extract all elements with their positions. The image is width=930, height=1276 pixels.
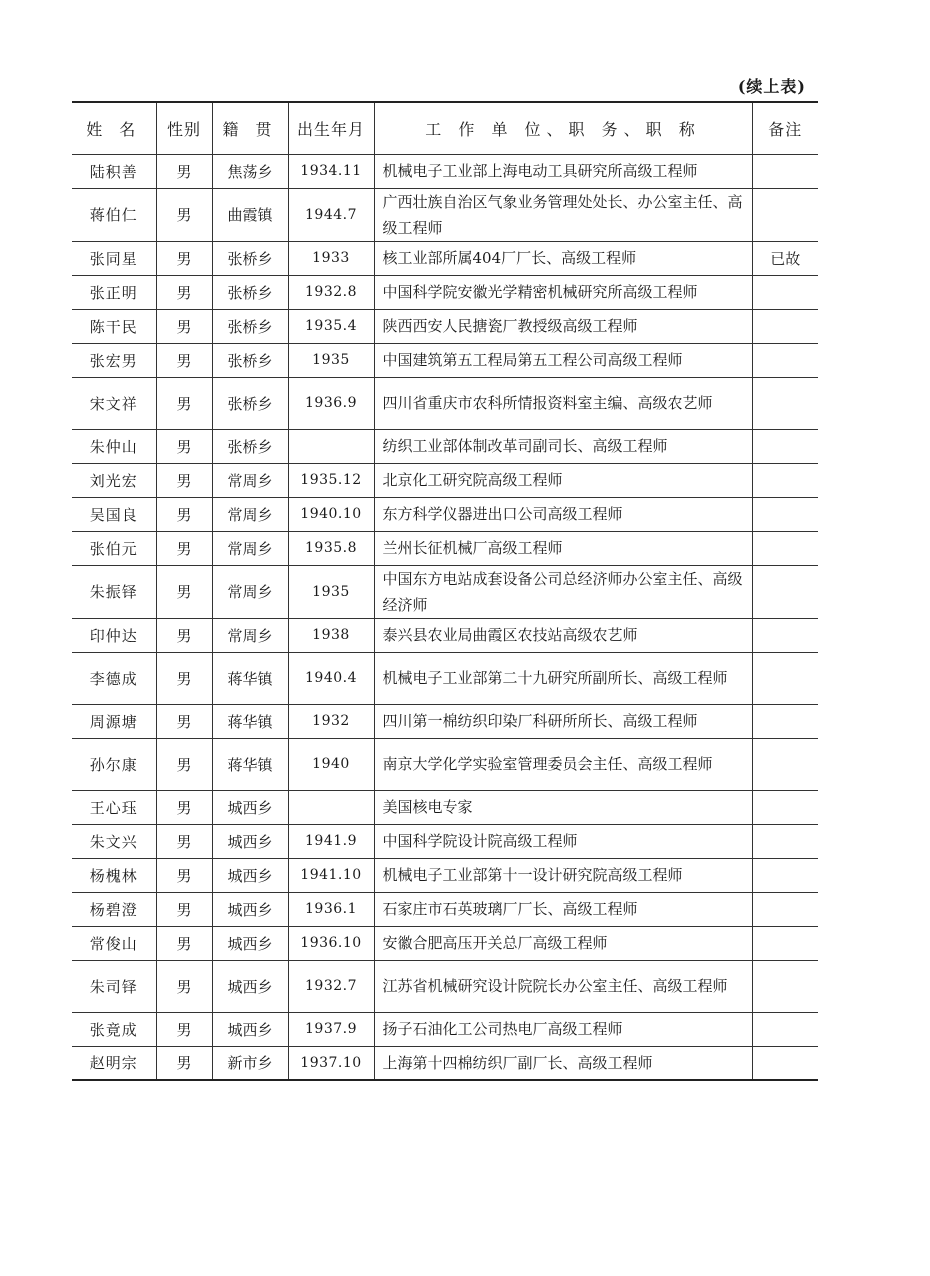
table-row [72,618,818,652]
cell-work: 四川第一棉纺织印染厂科研所所长、高级工程师 [374,704,752,738]
cell-work: 核工业部所属404厂厂长、高级工程师 [374,241,752,275]
cell-sex: 男 [156,858,212,892]
cell-sex: 男 [156,497,212,531]
cell-origin: 城西乡 [212,926,288,960]
cell-origin: 张桥乡 [212,241,288,275]
table-row [72,790,818,824]
cell-birth: 1940.4 [288,652,374,704]
cell-note [752,463,818,497]
cell-sex: 男 [156,241,212,275]
cell-birth: 1935.12 [288,463,374,497]
cell-origin: 城西乡 [212,790,288,824]
table-row [72,429,818,463]
cell-birth: 1936.10 [288,926,374,960]
cell-origin: 城西乡 [212,824,288,858]
cell-birth: 1935 [288,565,374,618]
cell-origin: 张桥乡 [212,309,288,343]
cell-note [752,188,818,241]
cell-note [752,154,818,188]
table-row [72,154,818,188]
cell-work: 北京化工研究院高级工程师 [374,463,752,497]
cell-note [752,704,818,738]
cell-origin: 蒋华镇 [212,704,288,738]
cell-origin: 曲霞镇 [212,188,288,241]
header-work: 工 作 单 位、职 务、职 称 [374,102,752,154]
cell-work: 机械电子工业部上海电动工具研究所高级工程师 [374,154,752,188]
cell-work: 四川省重庆市农科所情报资料室主编、高级农艺师 [374,377,752,429]
table-row [72,824,818,858]
cell-birth: 1944.7 [288,188,374,241]
header-origin: 籍 贯 [212,102,288,154]
cell-name: 常俊山 [72,926,156,960]
table-row [72,565,818,618]
cell-origin: 城西乡 [212,1012,288,1046]
header-note: 备注 [752,102,818,154]
cell-origin: 常周乡 [212,531,288,565]
cell-name: 朱文兴 [72,824,156,858]
continued-label: (续上表) [737,77,806,96]
cell-work: 纺织工业部体制改革司副司长、高级工程师 [374,429,752,463]
cell-birth: 1936.9 [288,377,374,429]
cell-sex: 男 [156,892,212,926]
cell-origin: 焦荡乡 [212,154,288,188]
cell-note [752,429,818,463]
cell-origin: 新市乡 [212,1046,288,1080]
cell-name: 蒋伯仁 [72,188,156,241]
cell-origin: 张桥乡 [212,275,288,309]
cell-note [752,652,818,704]
cell-sex: 男 [156,343,212,377]
cell-birth: 1941.9 [288,824,374,858]
cell-note [752,531,818,565]
table-row [72,377,818,429]
cell-birth: 1940.10 [288,497,374,531]
cell-name: 张同星 [72,241,156,275]
cell-sex: 男 [156,377,212,429]
cell-work: 中国东方电站成套设备公司总经济师办公室主任、高级经济师 [374,565,752,618]
cell-name: 张正明 [72,275,156,309]
table-row [72,1012,818,1046]
cell-origin: 蒋华镇 [212,738,288,790]
cell-sex: 男 [156,824,212,858]
cell-note [752,309,818,343]
cell-work: 石家庄市石英玻璃厂厂长、高级工程师 [374,892,752,926]
cell-name: 宋文祥 [72,377,156,429]
table-row [72,497,818,531]
personnel-table [72,101,818,1081]
cell-origin: 城西乡 [212,892,288,926]
cell-origin: 张桥乡 [212,343,288,377]
cell-sex: 男 [156,309,212,343]
cell-sex: 男 [156,154,212,188]
table-row [72,960,818,1012]
cell-origin: 蒋华镇 [212,652,288,704]
cell-name: 吴国良 [72,497,156,531]
cell-birth: 1936.1 [288,892,374,926]
cell-sex: 男 [156,704,212,738]
cell-birth: 1938 [288,618,374,652]
cell-note [752,790,818,824]
table-row [72,309,818,343]
cell-sex: 男 [156,565,212,618]
cell-sex: 男 [156,926,212,960]
cell-work: 中国科学院安徽光学精密机械研究所高级工程师 [374,275,752,309]
cell-name: 杨槐林 [72,858,156,892]
cell-birth: 1937.9 [288,1012,374,1046]
table-row [72,343,818,377]
cell-note [752,377,818,429]
cell-note [752,824,818,858]
cell-name: 刘光宏 [72,463,156,497]
cell-note [752,565,818,618]
cell-work: 东方科学仪器进出口公司高级工程师 [374,497,752,531]
cell-name: 周源塘 [72,704,156,738]
cell-birth: 1933 [288,241,374,275]
table-row [72,275,818,309]
header-name: 姓 名 [72,102,156,154]
cell-work: 兰州长征机械厂高级工程师 [374,531,752,565]
table-row [72,463,818,497]
cell-work: 江苏省机械研究设计院院长办公室主任、高级工程师 [374,960,752,1012]
cell-sex: 男 [156,790,212,824]
cell-name: 朱振铎 [72,565,156,618]
cell-note [752,618,818,652]
cell-birth: 1941.10 [288,858,374,892]
cell-birth [288,429,374,463]
cell-sex: 男 [156,960,212,1012]
cell-birth: 1935.4 [288,309,374,343]
cell-sex: 男 [156,275,212,309]
table-row [72,926,818,960]
cell-note [752,1046,818,1080]
cell-work: 中国科学院设计院高级工程师 [374,824,752,858]
cell-work: 中国建筑第五工程局第五工程公司高级工程师 [374,343,752,377]
cell-name: 陆积善 [72,154,156,188]
cell-note: 已故 [752,241,818,275]
cell-sex: 男 [156,618,212,652]
cell-origin: 城西乡 [212,858,288,892]
cell-sex: 男 [156,738,212,790]
cell-origin: 城西乡 [212,960,288,1012]
cell-origin: 常周乡 [212,463,288,497]
table-row [72,241,818,275]
table-row [72,188,818,241]
cell-name: 陈干民 [72,309,156,343]
cell-note [752,892,818,926]
cell-note [752,275,818,309]
cell-note [752,497,818,531]
cell-name: 杨碧澄 [72,892,156,926]
cell-sex: 男 [156,652,212,704]
cell-note [752,960,818,1012]
cell-birth: 1932.7 [288,960,374,1012]
cell-origin: 常周乡 [212,618,288,652]
cell-sex: 男 [156,1046,212,1080]
cell-work: 机械电子工业部第二十九研究所副所长、高级工程师 [374,652,752,704]
cell-name: 王心珏 [72,790,156,824]
cell-note [752,738,818,790]
cell-work: 安徽合肥高压开关总厂高级工程师 [374,926,752,960]
cell-name: 赵明宗 [72,1046,156,1080]
cell-name: 张竟成 [72,1012,156,1046]
cell-name: 张宏男 [72,343,156,377]
cell-sex: 男 [156,188,212,241]
cell-work: 泰兴县农业局曲霞区农技站高级农艺师 [374,618,752,652]
table-row [72,738,818,790]
header-birth: 出生年月 [288,102,374,154]
cell-name: 孙尔康 [72,738,156,790]
cell-name: 朱仲山 [72,429,156,463]
header-row [72,102,818,154]
cell-birth: 1935 [288,343,374,377]
table-row [72,652,818,704]
cell-work: 扬子石油化工公司热电厂高级工程师 [374,1012,752,1046]
cell-work: 南京大学化学实验室管理委员会主任、高级工程师 [374,738,752,790]
cell-birth: 1937.10 [288,1046,374,1080]
cell-name: 李德成 [72,652,156,704]
cell-name: 印仲达 [72,618,156,652]
cell-sex: 男 [156,463,212,497]
cell-birth: 1935.8 [288,531,374,565]
cell-sex: 男 [156,531,212,565]
cell-work: 陕西西安人民搪瓷厂教授级高级工程师 [374,309,752,343]
cell-origin: 张桥乡 [212,429,288,463]
cell-birth: 1934.11 [288,154,374,188]
table-row [72,531,818,565]
cell-note [752,926,818,960]
cell-work: 机械电子工业部第十一设计研究院高级工程师 [374,858,752,892]
table-row [72,1046,818,1080]
cell-note [752,1012,818,1046]
cell-sex: 男 [156,1012,212,1046]
cell-birth: 1932 [288,704,374,738]
cell-name: 朱司铎 [72,960,156,1012]
cell-birth: 1940 [288,738,374,790]
cell-birth: 1932.8 [288,275,374,309]
cell-work: 上海第十四棉纺织厂副厂长、高级工程师 [374,1046,752,1080]
cell-note [752,858,818,892]
cell-name: 张伯元 [72,531,156,565]
cell-work: 广西壮族自治区气象业务管理处处长、办公室主任、高级工程师 [374,188,752,241]
table-row [72,858,818,892]
cell-birth [288,790,374,824]
table-row [72,704,818,738]
table-row [72,892,818,926]
header-sex: 性别 [156,102,212,154]
cell-note [752,343,818,377]
cell-origin: 张桥乡 [212,377,288,429]
cell-origin: 常周乡 [212,565,288,618]
cell-work: 美国核电专家 [374,790,752,824]
cell-sex: 男 [156,429,212,463]
cell-origin: 常周乡 [212,497,288,531]
